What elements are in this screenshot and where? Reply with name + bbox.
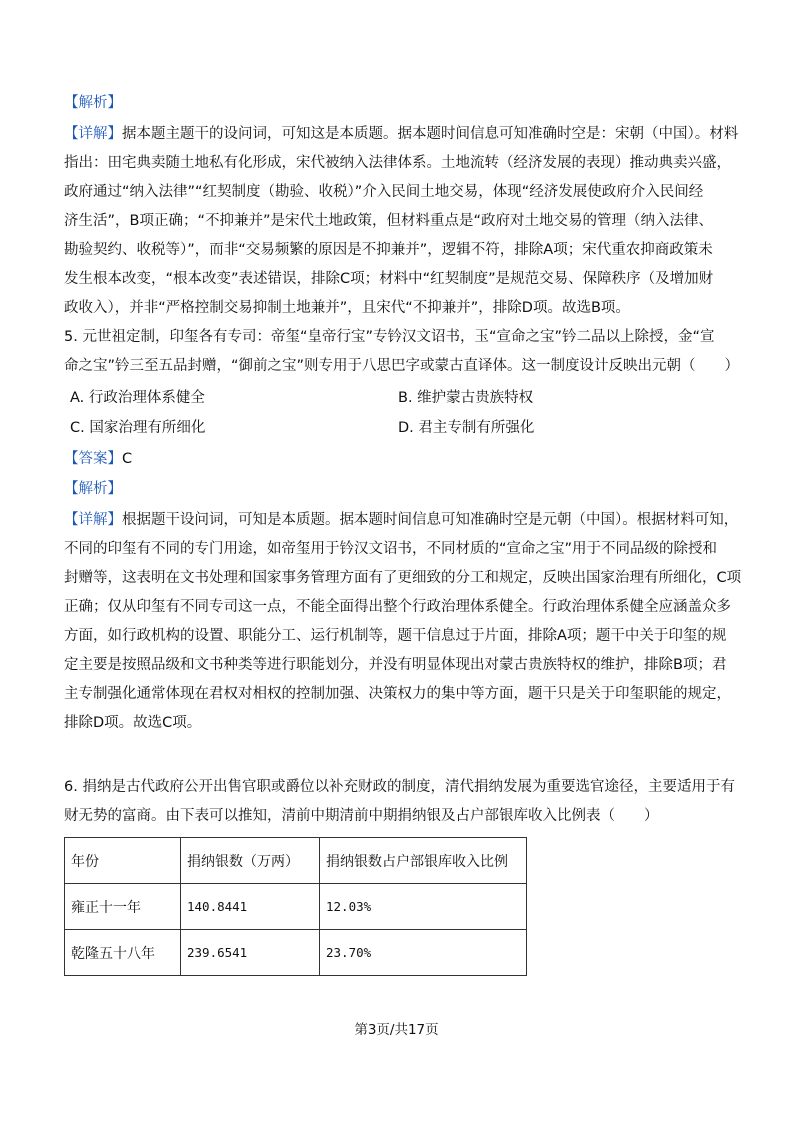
q5-analysis-tag: 【解析】 [64, 481, 122, 497]
q4-detail-line-3: 政府通过“纳入法律”“红契制度（勘验、收税）”介入民间土地交易，体现“经济发展使政府介入民间经 [64, 184, 704, 200]
answer-tag: 【答案】 [64, 451, 122, 467]
q6-stem-line-2: 财无势的富商。由下表可以推知，清前中期清前中期捐纳银及占户部银库收入比例表（ ） [64, 808, 659, 824]
q5-detail-line-5: 方面，如行政机构的设置、职能分工、运行机制等，题干信息过于片面，排除A项；题干中关于印玺的规 [64, 628, 727, 644]
q4-detail-line-5: 勘验契约、收税等）”，而非“交易频繁的原因是不抑兼并”，逻辑不符，排除A项；宋代重农抑商政策未 [64, 242, 713, 258]
q5-answer [64, 449, 132, 469]
q4-detail-line-7: 政收入），并非“严格控制交易抑制土地兼并”，且宋代“不抑兼并”，排除D项。故选B项。 [64, 300, 630, 316]
q4-detail-line-2: 指出：田宅典卖随土地私有化形成，宋代被纳入法律体系。土地流转（经济发展的表现）推动典卖兴盛， [64, 155, 731, 171]
q4-detail-line-6: 发生根本改变，“根本改变”表述错误，排除C项；材料中“红契制度”是规范交易、保障秩序（及增加财 [64, 271, 714, 287]
table-cell: 23.70% [320, 930, 527, 976]
q5-detail-line-6: 定主要是按照品级和文书种类等进行职能划分，并没有明显体现出对蒙古贵族特权的维护，排除B项；君 [64, 657, 727, 673]
table-header-cell: 年份 [65, 838, 181, 884]
table-header-row [65, 838, 527, 884]
detail-tag: 【详解】 [64, 126, 122, 142]
table-cell: 239.6541 [181, 930, 320, 976]
table-cell: 12.03% [320, 884, 527, 930]
q5-detail-line-8: 排除D项。故选C项。 [64, 715, 202, 731]
q5-option-d: D. 君主专制有所强化 [398, 420, 535, 436]
q5-option-b: B. 维护蒙古贵族特权 [398, 390, 534, 406]
q5-stem-line-1: 5. 元世祖定制，印玺各有专司：帝玺“皇帝行宝”专钤汉文诏书，玉“宣命之宝”钤二品以上除授，金“宣 [64, 329, 715, 345]
q5-detail-line-4: 正确；仅从印玺有不同专司这一点，不能全面得出整个行政治理体系健全。行政治理体系健全应涵盖众多 [64, 599, 731, 615]
q6-table [64, 837, 527, 976]
analysis-tag: 【解析】 [64, 95, 122, 111]
q4-detail-line-4: 济生活”，B项正确；“不抑兼并”是宋代土地政策，但材料重点是“政府对土地交易的管理（纳入法律、 [64, 213, 713, 229]
q5-option-c: C. 国家治理有所细化 [70, 420, 206, 436]
table-cell: 雍正十一年 [65, 884, 181, 930]
page-footer: 第3页/共17页 [354, 1022, 439, 1038]
table-header-cell: 捐纳银数占户部银库收入比例 [320, 838, 527, 884]
table-header-cell: 捐纳银数（万两） [181, 838, 320, 884]
q5-option-a: A. 行政治理体系健全 [70, 390, 205, 406]
q5-stem-line-2: 命之宝”钤三至五品封赠，“御前之宝”则专用于八思巴字或蒙古直译体。这一制度设计反映出元朝（ ） [64, 358, 740, 374]
q5-detail-line-7: 主专制强化通常体现在君权对相权的控制加强、决策权力的集中等方面，题干只是关于印玺职能的规定， [64, 686, 731, 702]
table-row [65, 930, 527, 976]
table-cell: 140.8441 [181, 884, 320, 930]
q6-stem-line-1: 6. 捐纳是古代政府公开出售官职或爵位以补充财政的制度，清代捐纳发展为重要选官途径，主要适用于有 [64, 779, 735, 795]
q5-detail-line-1: 【详解】根据题干设问词，可知是本质题。据本题时间信息可知准确时空是元朝（中国）。根据材料可知， [64, 512, 739, 528]
table-row [65, 884, 527, 930]
table-cell: 乾隆五十八年 [65, 930, 181, 976]
detail-tag: 【详解】 [64, 512, 122, 528]
q5-detail-line-2: 不同的印玺有不同的专门用途，如帝玺用于钤汉文诏书，不同材质的“宣命之宝”用于不同品级的除授和 [64, 541, 718, 557]
q4-detail-line-1: 【详解】据本题主题干的设问词，可知这是本质题。据本题时间信息可知准确时空是：宋朝（中国）。材料 [64, 126, 739, 142]
q5-answer-value: C [122, 451, 133, 467]
q5-detail-line-3: 封赠等，这表明在文书处理和国家事务管理方面有了更细致的分工和规定，反映出国家治理有所细化，C项 [64, 570, 742, 586]
